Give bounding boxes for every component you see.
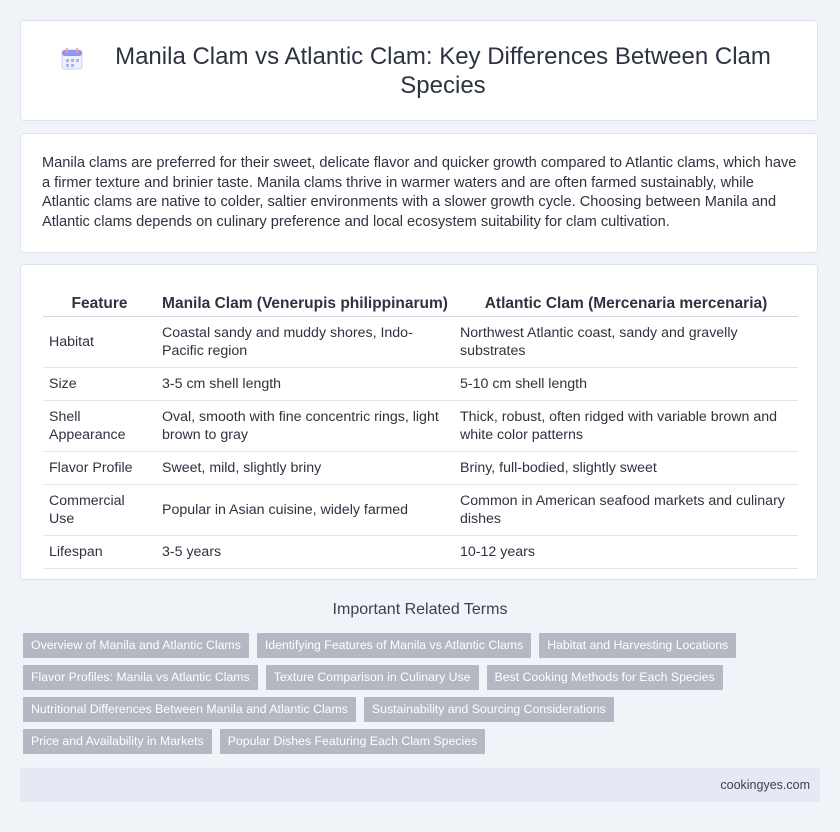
related-tag[interactable]: Popular Dishes Featuring Each Clam Species xyxy=(220,729,485,754)
calendar-icon xyxy=(59,46,85,72)
related-tag[interactable]: Flavor Profiles: Manila vs Atlantic Clams xyxy=(23,665,258,690)
row-manila: 3-5 years xyxy=(156,536,454,569)
footer xyxy=(20,768,820,802)
related-tag[interactable]: Habitat and Harvesting Locations xyxy=(539,633,736,658)
header-feature: Feature xyxy=(43,291,156,317)
row-manila: Coastal sandy and muddy shores, Indo-Pacific region xyxy=(156,317,454,368)
table-row xyxy=(43,536,798,569)
row-manila: Popular in Asian cuisine, widely farmed xyxy=(156,485,454,536)
row-atlantic: 10-12 years xyxy=(454,536,798,569)
comparison-table xyxy=(43,291,798,569)
row-manila: Sweet, mild, slightly briny xyxy=(156,452,454,485)
related-tag[interactable]: Price and Availability in Markets xyxy=(23,729,212,754)
row-feature: Size xyxy=(43,368,156,401)
header-card xyxy=(20,20,818,121)
related-tag[interactable]: Identifying Features of Manila vs Atlantic Clams xyxy=(257,633,531,658)
related-terms-title: Important Related Terms xyxy=(332,601,508,618)
row-manila: Oval, smooth with fine concentric rings, light brown to gray xyxy=(156,401,454,452)
row-feature: Flavor Profile xyxy=(43,452,156,485)
table-row xyxy=(43,401,798,452)
related-tags xyxy=(23,633,803,761)
related-tag[interactable]: Best Cooking Methods for Each Species xyxy=(487,665,723,690)
intro-card xyxy=(20,133,818,253)
row-feature: Lifespan xyxy=(43,536,156,569)
related-tag[interactable]: Nutritional Differences Between Manila and Atlantic Clams xyxy=(23,697,356,722)
row-feature: Habitat xyxy=(43,317,156,368)
header-atlantic: Atlantic Clam (Mercenaria mercenaria) xyxy=(454,291,798,317)
row-atlantic: Northwest Atlantic coast, sandy and gravelly substrates xyxy=(454,317,798,368)
comparison-table-card xyxy=(20,264,818,580)
header-manila: Manila Clam (Venerupis philippinarum) xyxy=(156,291,454,317)
table-row xyxy=(43,452,798,485)
related-tag[interactable]: Overview of Manila and Atlantic Clams xyxy=(23,633,249,658)
intro-text: Manila clams are preferred for their sweet, delicate flavor and quicker growth compared to Atlantic clams, which have a firmer texture and brinier taste. Manila clams thrive in warmer waters and are often farmed sustainably, while Atlantic clams are native to colder, saltier environments with a slower growth cycle. Choosing between Manila and Atlantic clams depends on culinary preference and local ecosystem suitability for clam cultivation. xyxy=(42,155,797,230)
related-tag[interactable]: Texture Comparison in Culinary Use xyxy=(266,665,479,690)
row-atlantic: Common in American seafood markets and culinary dishes xyxy=(454,485,798,536)
table-row xyxy=(43,368,798,401)
row-atlantic: 5-10 cm shell length xyxy=(454,368,798,401)
table-header-row xyxy=(43,291,798,317)
table-row xyxy=(43,317,798,368)
row-atlantic: Thick, robust, often ridged with variable brown and white color patterns xyxy=(454,401,798,452)
table-row xyxy=(43,485,798,536)
row-feature: Shell Appearance xyxy=(43,401,156,452)
footer-site[interactable]: cookingyes.com xyxy=(720,778,810,792)
row-atlantic: Briny, full-bodied, slightly sweet xyxy=(454,452,798,485)
row-manila: 3-5 cm shell length xyxy=(156,368,454,401)
row-feature: Commercial Use xyxy=(43,485,156,536)
page-title: Manila Clam vs Atlantic Clam: Key Differences Between Clam Species xyxy=(115,42,771,99)
related-tag[interactable]: Sustainability and Sourcing Considerations xyxy=(364,697,614,722)
